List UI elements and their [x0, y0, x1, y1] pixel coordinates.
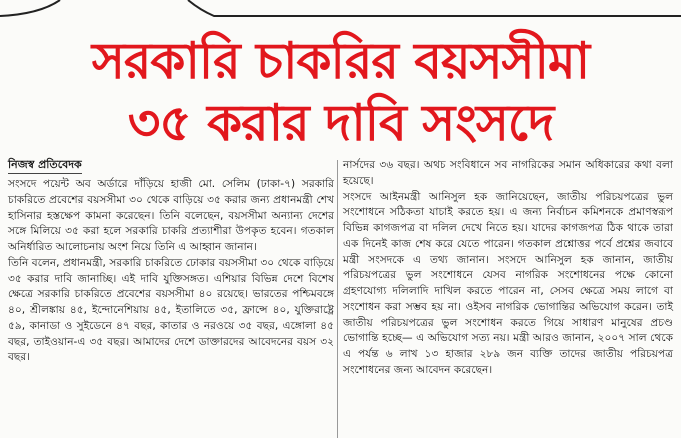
headline-line-2: ৩৫ করার দাবি সংসদে	[127, 94, 554, 152]
right-paragraph-2: সংসদে আইনমন্ত্রী আনিসুল হক জানিয়েছেন, জাতীয় পরিচয়পত্রের ভুল সংশোধনে সঠিকতা যাচাই করতে হয়। এ জন্য নির্বাচন কমিশনকে প্রমাণস্বরূপ বিভিন্ন কাগজপত্র বা দলিল দেখে নিতে হয়। যাদের কাগজপত্র ঠিক থাকে তারা এক দিনেই কাজ শেষ করে যেতে পারেন। গতকাল প্রশ্নোত্তর পর্বে প্রশ্নের জবাবে মন্ত্রী সংসদকে এ তথ্য জানান। সংসদে আনিসুল হক জানান, জাতীয় পরিচয়পত্রের ভুল সংশোধনে যেসব নাগরিক সংশোধনের পক্ষে কোনো গ্রহণযোগ্য দলিলাদি দাখিল করতে পারেন না, সেসব ক্ষেত্রে সময় লাগে বা সংশোধন করা সম্ভব হয় না। ওইসব নাগরিক ভোগান্তির অভিযোগ করেন। তাই জাতীয় পরিচয়পত্রের ভুল সংশোধন করতে গিয়ে সাধারণ মানুষের প্রচণ্ড ভোগান্তি হচ্ছে— এ অভিযোগ সত্য নয়। মন্ত্রী আরও জানান, ২০০৭ সাল থেকে এ পর্যন্ত ৬ লাখ ১৩ হাজার ২৮৯ জন ব্যক্তি তাদের জাতীয় পরিচয়পত্র সংশোধনের জন্য আবেদন করেছেন।	[343, 190, 673, 376]
right-paragraph-1: নার্সদের ৩৬ বছর। অথচ সংবিধানে সব নাগরিকের সমান অধিকারের কথা বলা হয়েছে।	[343, 159, 673, 187]
headline	[0, 30, 681, 154]
byline: নিজস্ব প্রতিবেদক	[8, 158, 82, 174]
headline-line-1: সরকারি চাকরির বয়সসীমা	[91, 32, 590, 90]
article-right-column	[343, 158, 673, 379]
left-paragraph-2: তিনি বলেন, প্রধানমন্ত্রী, সরকারি চাকরিতে ঢোকার বয়সসীমা ৩০ থেকে বাড়িয়ে ৩৫ করার দাবি জানাচ্ছি। এই দাবি যুক্তিসঙ্গত। এশিয়ার বিভিন্ন দেশে বিশেষ ক্ষেত্রে সরকারি চাকরিতে প্রবেশের বয়সসীমা ৪০ রয়েছে। ভারতের পশ্চিমবঙ্গে ৪০, শ্রীলঙ্কায় ৪৫, ইন্দোনেশিয়ায় ৪৫, ইতালিতে ৩৫, ফ্রান্সে ৪০, যুক্তিরাষ্ট্রে ৫৯, কানাডা ও সুইডেনে ৪৭ বছর, কাতার ও নরওয়ে ৩৫ বছর, এঙ্গোলা ৪৫ বছর, তাইওয়ান-এ ৩৫ বছর। আমাদের দেশে ডাক্তারদের আবেদনের বয়স ৩২ বছর।	[8, 256, 334, 364]
article-left-column	[8, 158, 334, 366]
column-divider	[337, 160, 338, 438]
clipping-top-border	[0, 0, 681, 18]
left-paragraph-1: সংসদে পয়েন্ট অব অর্ডারে দাঁড়িয়ে হাজী মো. সেলিম (ঢাকা-৭) সরকারি চাকরিতে প্রবেশের বয়সসীমা ৩০ থেকে বাড়িয়ে ৩৫ করার জন্য প্রধানমন্ত্রী শেখ হাসিনার হস্তক্ষেপ কামনা করেছেন। তিনি বলেছেন, বয়সসীমা অন্যান্য দেশের সঙ্গে মিলিয়ে ৩৫ করা হলে সরকারি চাকরি প্রত্যাশীরা উপকৃত হবেন। গতকাল অনির্ধারিত আলোচনায় অংশ নিয়ে তিনি এ আহ্বান জানান।	[8, 178, 334, 253]
